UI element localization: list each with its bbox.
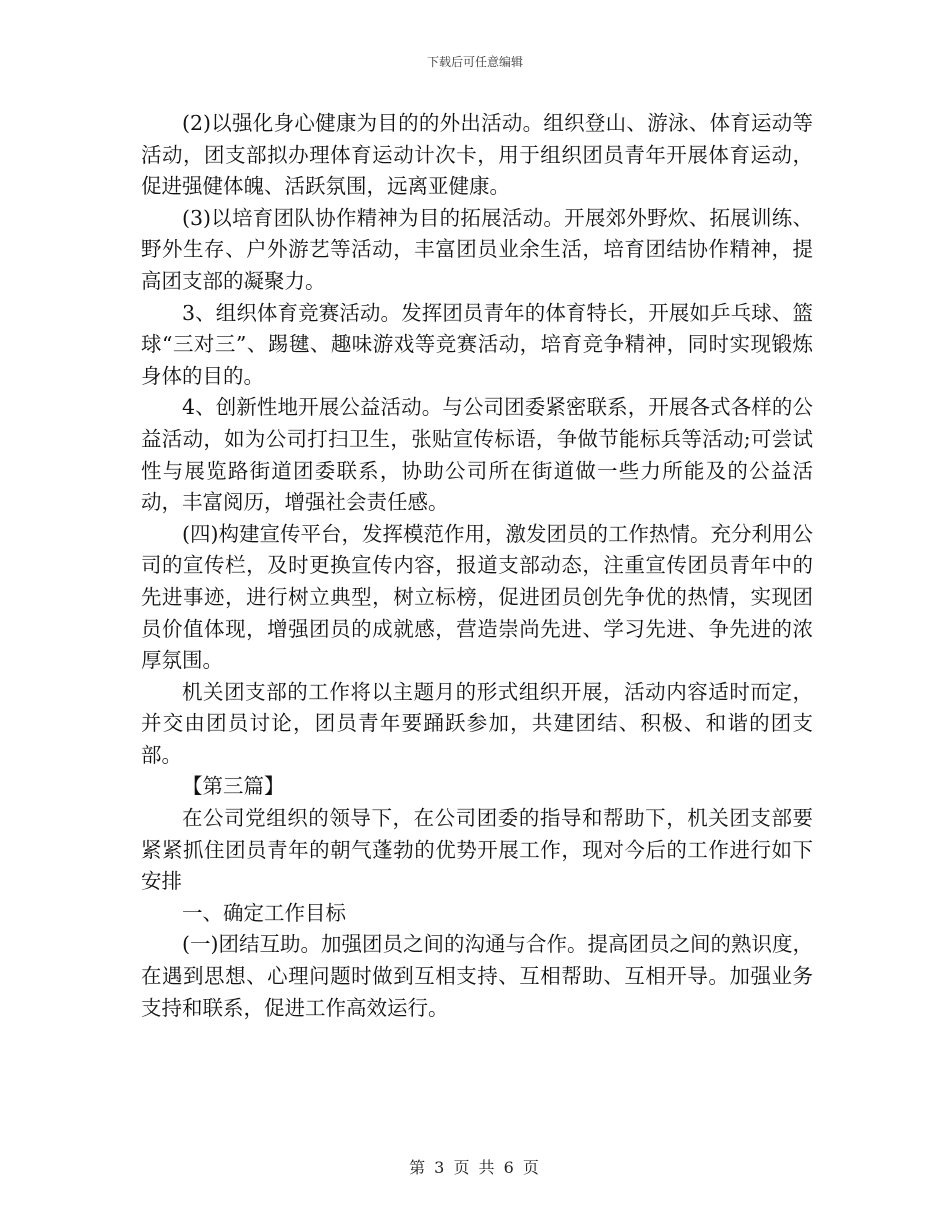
paragraph-intro-part-three: 在公司党组织的领导下，在公司团委的指导和帮助下，机关团支部要紧紧抓住团员青年的朝气蓬勃的优势开展工作，现对今后的工作进行如下安排 xyxy=(141,806,813,894)
paragraph-unity-mutual-help: (一)团结互助。加强团员之间的沟通与合作。提高团员之间的熟识度，在遇到思想、心理问题时做到互相支持、互相帮助、互相开导。加强业务支持和联系，促进工作高效运行。 xyxy=(141,932,813,1020)
section-heading-part-three: 【第三篇】 xyxy=(182,774,285,799)
paragraph-team-building: (3)以培育团队协作精神为目的拓展活动。开展郊外野炊、拓展训练、野外生存、户外游艺等活动，丰富团员业余生活，培育团结协作精神，提高团支部的凝聚力。 xyxy=(141,205,813,293)
paragraph-sports-competition: 3、组织体育竞赛活动。发挥团员青年的体育特长，开展如乒乓球、篮球“三对三”、踢毽、趣味游戏等竞赛活动，培育竞争精神，同时实现锻炼身体的目的。 xyxy=(141,300,813,388)
paragraph-public-welfare: 4、创新性地开展公益活动。与公司团委紧密联系，开展各式各样的公益活动，如为公司打扫卫生，张贴宣传标语，争做节能标兵等活动;可尝试性与展览路街道团委联系，协助公司所在街道做一些力所能及的公益活动，丰富阅历，增强社会责任感。 xyxy=(141,395,813,515)
heading-work-goals: 一、确定工作目标 xyxy=(182,900,346,925)
paragraph-outdoor-activities: (2)以强化身心健康为目的的外出活动。组织登山、游泳、体育运动等活动，团支部拟办理体育运动计次卡，用于组织团员青年开展体育运动，促进强健体魄、活跃氛围，远离亚健康。 xyxy=(141,111,813,199)
paragraph-theme-month: 机关团支部的工作将以主题月的形式组织开展，活动内容适时而定，并交由团员讨论，团员青年要踊跃参加，共建团结、积极、和谐的团支部。 xyxy=(141,679,813,767)
page-number-footer: 第 3 页 共 6 页 xyxy=(409,1158,541,1177)
page-header-note: 下载后可任意编辑 xyxy=(426,55,523,69)
paragraph-publicity-platform: (四)构建宣传平台，发挥模范作用，激发团员的工作热情。充分利用公司的宣传栏，及时更换宣传内容，报道支部动态，注重宣传团员青年中的先进事迹，进行树立典型，树立标榜，促进团员创先争优的热情，实现团员价值体现，增强团员的成就感，营造崇尚先进、学习先进、争先进的浓厚氛围。 xyxy=(141,521,813,673)
document-body xyxy=(141,108,813,1024)
